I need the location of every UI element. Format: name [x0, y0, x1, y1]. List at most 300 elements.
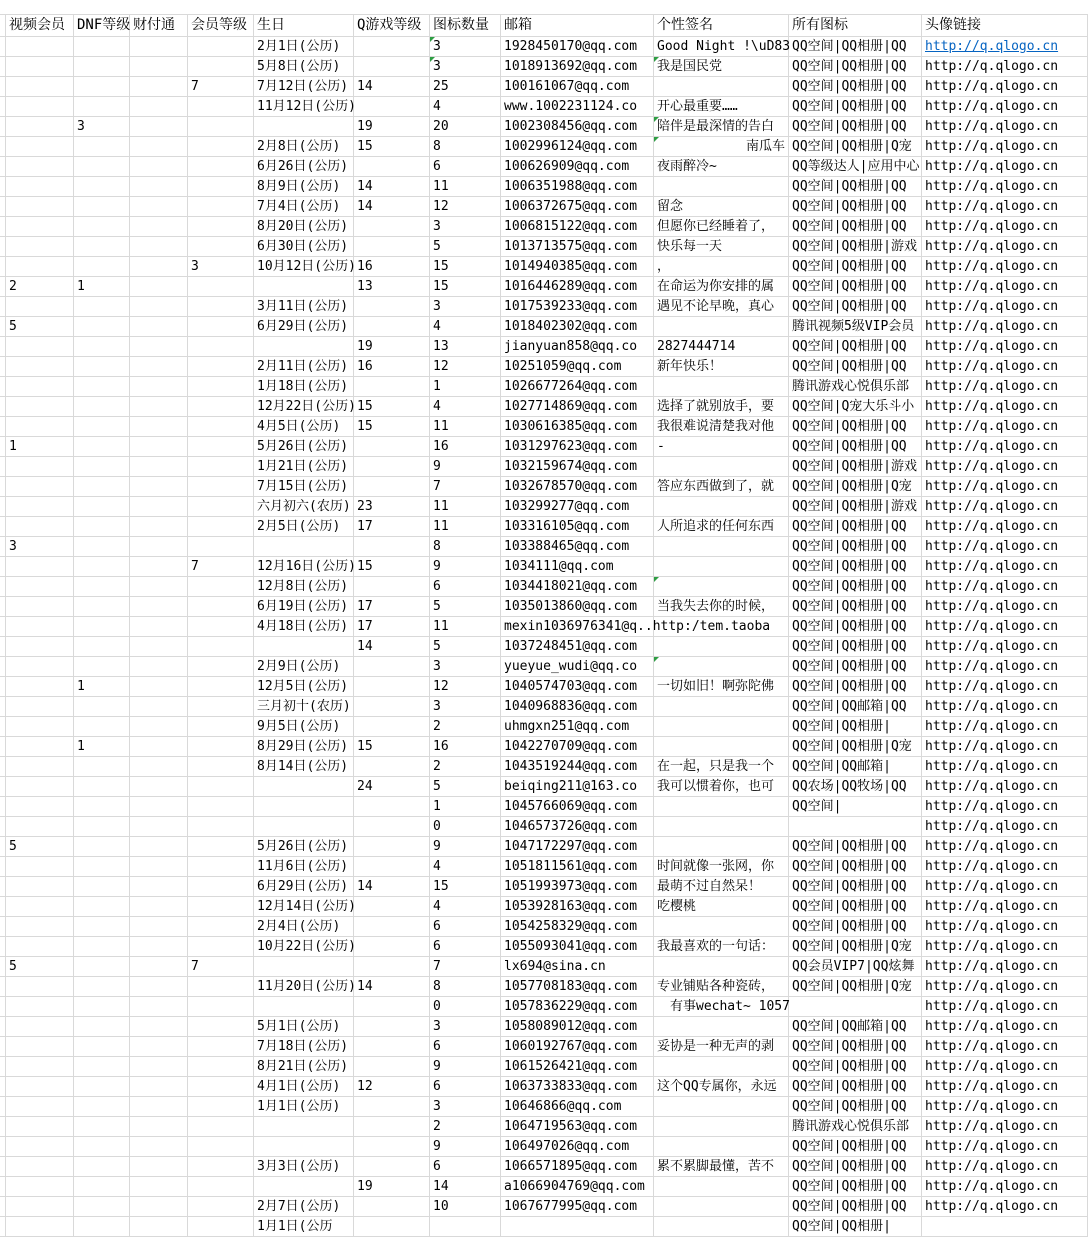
- cell-qgame_level[interactable]: [354, 757, 430, 777]
- cell-tenpay[interactable]: [130, 677, 188, 697]
- cell-video_vip[interactable]: [6, 397, 74, 417]
- cell-dnf_level[interactable]: [74, 477, 130, 497]
- header-birthday[interactable]: 生日: [254, 15, 354, 37]
- cell-avatar_link[interactable]: http://q.qlogo.cn: [922, 397, 1088, 417]
- cell-all_icons[interactable]: QQ空间|QQ相册|Q宠: [789, 737, 922, 757]
- cell-email[interactable]: 1053928163@qq.com: [501, 897, 654, 917]
- cell-tenpay[interactable]: [130, 637, 188, 657]
- cell-icon_count[interactable]: 2: [430, 717, 501, 737]
- cell-all_icons[interactable]: QQ空间|QQ相册|QQ: [789, 297, 922, 317]
- cell-birthday[interactable]: 1月18日(公历): [254, 377, 354, 397]
- cell-all_icons[interactable]: QQ空间|QQ相册|QQ: [789, 197, 922, 217]
- cell-birthday[interactable]: 6月29日(公历): [254, 317, 354, 337]
- cell-all_icons[interactable]: QQ空间|QQ相册|QQ: [789, 637, 922, 657]
- cell-dnf_level[interactable]: [74, 957, 130, 977]
- cell-icon_count[interactable]: 6: [430, 1157, 501, 1177]
- cell-qgame_level[interactable]: 14: [354, 177, 430, 197]
- cell-qgame_level[interactable]: [354, 677, 430, 697]
- cell-qgame_level[interactable]: [354, 857, 430, 877]
- cell-signature[interactable]: 在命运为你安排的属: [654, 277, 789, 297]
- cell-dnf_level[interactable]: [74, 1217, 130, 1237]
- cell-all_icons[interactable]: QQ空间|QQ相册|QQ: [789, 577, 922, 597]
- cell-signature[interactable]: [654, 717, 789, 737]
- cell-all_icons[interactable]: QQ空间|QQ相册|: [789, 717, 922, 737]
- cell-video_vip[interactable]: [6, 997, 74, 1017]
- cell-email[interactable]: 1034418021@qq.com: [501, 577, 654, 597]
- cell-avatar_link[interactable]: http://q.qlogo.cn: [922, 417, 1088, 437]
- cell-all_icons[interactable]: QQ空间|QQ相册|QQ: [789, 677, 922, 697]
- cell-tenpay[interactable]: [130, 37, 188, 57]
- cell-member_level[interactable]: [188, 1037, 254, 1057]
- cell-qgame_level[interactable]: 13: [354, 277, 430, 297]
- cell-member_level[interactable]: [188, 777, 254, 797]
- cell-tenpay[interactable]: [130, 1017, 188, 1037]
- cell-birthday[interactable]: 5月26日(公历): [254, 437, 354, 457]
- cell-signature[interactable]: [654, 1197, 789, 1217]
- cell-dnf_level[interactable]: [74, 617, 130, 637]
- cell-birthday[interactable]: [254, 957, 354, 977]
- cell-signature[interactable]: 时间就像一张网，你: [654, 857, 789, 877]
- cell-icon_count[interactable]: 3: [430, 657, 501, 677]
- cell-icon_count[interactable]: 0: [430, 817, 501, 837]
- cell-icon_count[interactable]: 13: [430, 337, 501, 357]
- cell-dnf_level[interactable]: [74, 397, 130, 417]
- cell-avatar_link[interactable]: http://q.qlogo.cn: [922, 217, 1088, 237]
- cell-video_vip[interactable]: [6, 37, 74, 57]
- cell-signature[interactable]: [654, 1177, 789, 1197]
- cell-video_vip[interactable]: 5: [6, 837, 74, 857]
- cell-signature[interactable]: [654, 1017, 789, 1037]
- cell-email[interactable]: 1006372675@qq.com: [501, 197, 654, 217]
- cell-email[interactable]: 1014940385@qq.com: [501, 257, 654, 277]
- cell-qgame_level[interactable]: 15: [354, 417, 430, 437]
- cell-avatar_link[interactable]: http://q.qlogo.cn: [922, 537, 1088, 557]
- header-all_icons[interactable]: 所有图标: [789, 15, 922, 37]
- cell-member_level[interactable]: [188, 477, 254, 497]
- cell-icon_count[interactable]: 8: [430, 537, 501, 557]
- cell-signature[interactable]: 最萌不过自然呆！: [654, 877, 789, 897]
- cell-qgame_level[interactable]: [354, 1157, 430, 1177]
- cell-birthday[interactable]: 11月6日(公历): [254, 857, 354, 877]
- cell-dnf_level[interactable]: [74, 337, 130, 357]
- cell-all_icons[interactable]: QQ空间|QQ相册|QQ: [789, 917, 922, 937]
- cell-dnf_level[interactable]: [74, 837, 130, 857]
- cell-dnf_level[interactable]: [74, 297, 130, 317]
- cell-all_icons[interactable]: QQ空间|QQ相册|QQ: [789, 537, 922, 557]
- cell-email[interactable]: 1034111@qq.com: [501, 557, 654, 577]
- cell-signature[interactable]: [654, 1057, 789, 1077]
- cell-all_icons[interactable]: QQ空间|QQ相册|Q宠: [789, 137, 922, 157]
- cell-dnf_level[interactable]: [74, 97, 130, 117]
- cell-email[interactable]: 1040574703@qq.com: [501, 677, 654, 697]
- cell-signature[interactable]: [654, 1137, 789, 1157]
- cell-dnf_level[interactable]: [74, 357, 130, 377]
- cell-signature[interactable]: 2827444714: [654, 337, 789, 357]
- cell-video_vip[interactable]: [6, 617, 74, 637]
- cell-birthday[interactable]: 3月11日(公历): [254, 297, 354, 317]
- cell-member_level[interactable]: [188, 517, 254, 537]
- cell-qgame_level[interactable]: [354, 897, 430, 917]
- cell-qgame_level[interactable]: 14: [354, 637, 430, 657]
- cell-birthday[interactable]: 7月18日(公历): [254, 1037, 354, 1057]
- cell-avatar_link[interactable]: http://q.qlogo.cn: [922, 97, 1088, 117]
- cell-tenpay[interactable]: [130, 157, 188, 177]
- cell-email[interactable]: 1018913692@qq.com: [501, 57, 654, 77]
- cell-video_vip[interactable]: [6, 1217, 74, 1237]
- cell-video_vip[interactable]: [6, 57, 74, 77]
- cell-dnf_level[interactable]: [74, 1017, 130, 1037]
- cell-birthday[interactable]: 8月20日(公历): [254, 217, 354, 237]
- cell-signature[interactable]: [654, 1217, 789, 1237]
- cell-qgame_level[interactable]: 14: [354, 77, 430, 97]
- cell-all_icons[interactable]: QQ空间|QQ相册|QQ: [789, 1097, 922, 1117]
- cell-member_level[interactable]: [188, 437, 254, 457]
- cell-tenpay[interactable]: [130, 1037, 188, 1057]
- cell-avatar_link[interactable]: http://q.qlogo.cn: [922, 557, 1088, 577]
- cell-signature[interactable]: 这个QQ专属你，永远: [654, 1077, 789, 1097]
- cell-member_level[interactable]: [188, 1177, 254, 1197]
- header-email[interactable]: 邮箱: [501, 15, 654, 37]
- cell-icon_count[interactable]: 6: [430, 1037, 501, 1057]
- cell-signature[interactable]: 南瓜车: [654, 137, 789, 157]
- cell-tenpay[interactable]: [130, 1097, 188, 1117]
- cell-dnf_level[interactable]: [74, 1157, 130, 1177]
- cell-tenpay[interactable]: [130, 57, 188, 77]
- cell-tenpay[interactable]: [130, 197, 188, 217]
- cell-video_vip[interactable]: [6, 857, 74, 877]
- cell-signature[interactable]: [654, 77, 789, 97]
- cell-icon_count[interactable]: 15: [430, 257, 501, 277]
- cell-tenpay[interactable]: [130, 77, 188, 97]
- cell-member_level[interactable]: [188, 657, 254, 677]
- cell-qgame_level[interactable]: 24: [354, 777, 430, 797]
- cell-qgame_level[interactable]: [354, 797, 430, 817]
- cell-qgame_level[interactable]: [354, 437, 430, 457]
- cell-member_level[interactable]: [188, 417, 254, 437]
- cell-member_level[interactable]: [188, 337, 254, 357]
- cell-signature[interactable]: 答应东西做到了，就: [654, 477, 789, 497]
- cell-video_vip[interactable]: [6, 777, 74, 797]
- cell-tenpay[interactable]: [130, 837, 188, 857]
- cell-tenpay[interactable]: [130, 217, 188, 237]
- cell-signature[interactable]: [654, 177, 789, 197]
- cell-member_level[interactable]: [188, 897, 254, 917]
- cell-tenpay[interactable]: [130, 257, 188, 277]
- cell-tenpay[interactable]: [130, 137, 188, 157]
- cell-qgame_level[interactable]: [354, 1197, 430, 1217]
- cell-email[interactable]: 1063733833@qq.com: [501, 1077, 654, 1097]
- cell-dnf_level[interactable]: [74, 897, 130, 917]
- cell-qgame_level[interactable]: [354, 57, 430, 77]
- cell-birthday[interactable]: 5月1日(公历): [254, 1017, 354, 1037]
- cell-tenpay[interactable]: [130, 177, 188, 197]
- cell-all_icons[interactable]: QQ农场|QQ牧场|QQ: [789, 777, 922, 797]
- cell-video_vip[interactable]: [6, 97, 74, 117]
- cell-birthday[interactable]: 11月20日(公历): [254, 977, 354, 997]
- cell-avatar_link[interactable]: http://q.qlogo.cn: [922, 257, 1088, 277]
- cell-icon_count[interactable]: 6: [430, 1077, 501, 1097]
- cell-video_vip[interactable]: [6, 497, 74, 517]
- cell-tenpay[interactable]: [130, 377, 188, 397]
- cell-dnf_level[interactable]: [74, 577, 130, 597]
- cell-email[interactable]: 1057836229@qq.com: [501, 997, 654, 1017]
- cell-tenpay[interactable]: [130, 317, 188, 337]
- cell-dnf_level[interactable]: [74, 417, 130, 437]
- cell-qgame_level[interactable]: [354, 157, 430, 177]
- cell-member_level[interactable]: [188, 137, 254, 157]
- cell-avatar_link[interactable]: http://q.qlogo.cn: [922, 857, 1088, 877]
- cell-all_icons[interactable]: QQ空间|QQ相册|游戏: [789, 237, 922, 257]
- cell-signature[interactable]: [654, 557, 789, 577]
- cell-video_vip[interactable]: [6, 77, 74, 97]
- cell-email[interactable]: 10646866@qq.com: [501, 1097, 654, 1117]
- cell-member_level[interactable]: [188, 1057, 254, 1077]
- cell-dnf_level[interactable]: [74, 137, 130, 157]
- cell-tenpay[interactable]: [130, 1217, 188, 1237]
- cell-video_vip[interactable]: 5: [6, 957, 74, 977]
- cell-signature[interactable]: [654, 1097, 789, 1117]
- cell-email[interactable]: 1067677995@qq.com: [501, 1197, 654, 1217]
- cell-signature[interactable]: 留念: [654, 197, 789, 217]
- cell-qgame_level[interactable]: 15: [354, 137, 430, 157]
- cell-birthday[interactable]: 8月9日(公历): [254, 177, 354, 197]
- cell-all_icons[interactable]: QQ空间|QQ相册|QQ: [789, 897, 922, 917]
- cell-signature[interactable]: 夜雨醉冷~: [654, 157, 789, 177]
- cell-icon_count[interactable]: 6: [430, 577, 501, 597]
- cell-signature[interactable]: 选择了就别放手，要: [654, 397, 789, 417]
- cell-icon_count[interactable]: 12: [430, 197, 501, 217]
- cell-avatar_link[interactable]: http://q.qlogo.cn: [922, 77, 1088, 97]
- cell-dnf_level[interactable]: [74, 777, 130, 797]
- cell-tenpay[interactable]: [130, 777, 188, 797]
- cell-tenpay[interactable]: [130, 357, 188, 377]
- cell-icon_count[interactable]: 11: [430, 517, 501, 537]
- cell-all_icons[interactable]: QQ空间|QQ相册|QQ: [789, 257, 922, 277]
- cell-icon_count[interactable]: 9: [430, 457, 501, 477]
- cell-video_vip[interactable]: 3: [6, 537, 74, 557]
- cell-birthday[interactable]: [254, 537, 354, 557]
- cell-icon_count[interactable]: 5: [430, 597, 501, 617]
- cell-video_vip[interactable]: [6, 477, 74, 497]
- cell-video_vip[interactable]: [6, 877, 74, 897]
- cell-member_level[interactable]: 7: [188, 77, 254, 97]
- cell-tenpay[interactable]: [130, 957, 188, 977]
- cell-signature[interactable]: [654, 377, 789, 397]
- cell-signature[interactable]: [654, 537, 789, 557]
- cell-email[interactable]: 1066571895@qq.com: [501, 1157, 654, 1177]
- cell-email[interactable]: 1051993973@qq.com: [501, 877, 654, 897]
- cell-signature[interactable]: 我最喜欢的一句话：: [654, 937, 789, 957]
- cell-avatar_link[interactable]: http://q.qlogo.cn: [922, 277, 1088, 297]
- cell-email[interactable]: 1055093041@qq.com: [501, 937, 654, 957]
- cell-email[interactable]: 100626909@qq.com: [501, 157, 654, 177]
- cell-qgame_level[interactable]: [354, 1017, 430, 1037]
- cell-signature[interactable]: 陪伴是最深情的告白: [654, 117, 789, 137]
- cell-all_icons[interactable]: QQ空间|QQ相册|QQ: [789, 597, 922, 617]
- cell-tenpay[interactable]: [130, 877, 188, 897]
- cell-email[interactable]: 1013713575@qq.com: [501, 237, 654, 257]
- cell-signature[interactable]: [654, 637, 789, 657]
- cell-video_vip[interactable]: [6, 1157, 74, 1177]
- cell-dnf_level[interactable]: [74, 717, 130, 737]
- cell-tenpay[interactable]: [130, 597, 188, 617]
- cell-avatar_link[interactable]: http://q.qlogo.cn: [922, 877, 1088, 897]
- cell-member_level[interactable]: [188, 457, 254, 477]
- cell-dnf_level[interactable]: [74, 457, 130, 477]
- cell-member_level[interactable]: [188, 617, 254, 637]
- cell-email[interactable]: 103316105@qq.com: [501, 517, 654, 537]
- cell-tenpay[interactable]: [130, 1077, 188, 1097]
- cell-email[interactable]: 103388465@qq.com: [501, 537, 654, 557]
- cell-avatar_link[interactable]: http://q.qlogo.cn: [922, 737, 1088, 757]
- cell-dnf_level[interactable]: 3: [74, 117, 130, 137]
- cell-dnf_level[interactable]: [74, 257, 130, 277]
- cell-avatar_link[interactable]: http://q.qlogo.cn: [922, 597, 1088, 617]
- cell-tenpay[interactable]: [130, 857, 188, 877]
- cell-qgame_level[interactable]: [354, 37, 430, 57]
- cell-qgame_level[interactable]: [354, 937, 430, 957]
- cell-video_vip[interactable]: [6, 177, 74, 197]
- cell-tenpay[interactable]: [130, 917, 188, 937]
- cell-email[interactable]: 1051811561@qq.com: [501, 857, 654, 877]
- cell-birthday[interactable]: 9月5日(公历): [254, 717, 354, 737]
- cell-birthday[interactable]: 2月11日(公历): [254, 357, 354, 377]
- cell-avatar_link[interactable]: http://q.qlogo.cn: [922, 317, 1088, 337]
- cell-icon_count[interactable]: 5: [430, 637, 501, 657]
- cell-all_icons[interactable]: QQ空间|QQ相册|QQ: [789, 657, 922, 677]
- cell-email[interactable]: 1928450170@qq.com: [501, 37, 654, 57]
- cell-icon_count[interactable]: 2: [430, 1117, 501, 1137]
- cell-member_level[interactable]: [188, 157, 254, 177]
- cell-birthday[interactable]: 8月21日(公历): [254, 1057, 354, 1077]
- cell-qgame_level[interactable]: 15: [354, 397, 430, 417]
- cell-video_vip[interactable]: [6, 357, 74, 377]
- cell-email[interactable]: 1042270709@qq.com: [501, 737, 654, 757]
- cell-icon_count[interactable]: 5: [430, 777, 501, 797]
- cell-dnf_level[interactable]: [74, 237, 130, 257]
- cell-dnf_level[interactable]: 1: [74, 737, 130, 757]
- cell-dnf_level[interactable]: [74, 1057, 130, 1077]
- cell-tenpay[interactable]: [130, 297, 188, 317]
- cell-email[interactable]: 1006351988@qq.com: [501, 177, 654, 197]
- cell-icon_count[interactable]: 11: [430, 417, 501, 437]
- cell-signature[interactable]: 当我失去你的时候，: [654, 597, 789, 617]
- cell-birthday[interactable]: 4月1日(公历): [254, 1077, 354, 1097]
- cell-member_level[interactable]: [188, 997, 254, 1017]
- cell-all_icons[interactable]: QQ空间|QQ相册|Q宠: [789, 477, 922, 497]
- cell-tenpay[interactable]: [130, 237, 188, 257]
- cell-tenpay[interactable]: [130, 1197, 188, 1217]
- cell-email[interactable]: [501, 1217, 654, 1237]
- cell-icon_count[interactable]: 6: [430, 157, 501, 177]
- cell-icon_count[interactable]: 6: [430, 917, 501, 937]
- cell-dnf_level[interactable]: [74, 997, 130, 1017]
- cell-video_vip[interactable]: [6, 517, 74, 537]
- cell-video_vip[interactable]: 5: [6, 317, 74, 337]
- cell-dnf_level[interactable]: [74, 637, 130, 657]
- cell-all_icons[interactable]: QQ空间|QQ相册|QQ: [789, 357, 922, 377]
- cell-member_level[interactable]: [188, 1017, 254, 1037]
- cell-icon_count[interactable]: 7: [430, 477, 501, 497]
- cell-all_icons[interactable]: QQ空间|QQ相册|QQ: [789, 877, 922, 897]
- cell-qgame_level[interactable]: [354, 917, 430, 937]
- cell-icon_count[interactable]: 25: [430, 77, 501, 97]
- cell-dnf_level[interactable]: [74, 1197, 130, 1217]
- cell-signature[interactable]: 累不累脚最懂，苦不: [654, 1157, 789, 1177]
- cell-member_level[interactable]: [188, 857, 254, 877]
- cell-member_level[interactable]: [188, 877, 254, 897]
- cell-qgame_level[interactable]: [354, 1097, 430, 1117]
- cell-birthday[interactable]: 1月1日(公历): [254, 1097, 354, 1117]
- cell-all_icons[interactable]: QQ空间|QQ相册|QQ: [789, 77, 922, 97]
- cell-qgame_level[interactable]: [354, 837, 430, 857]
- cell-email[interactable]: www.1002231124.co: [501, 97, 654, 117]
- cell-email[interactable]: 1035013860@qq.com: [501, 597, 654, 617]
- cell-all_icons[interactable]: [789, 817, 922, 837]
- cell-all_icons[interactable]: QQ空间|QQ相册|QQ: [789, 417, 922, 437]
- cell-video_vip[interactable]: [6, 597, 74, 617]
- cell-email[interactable]: 1040968836@qq.com: [501, 697, 654, 717]
- cell-signature[interactable]: 快乐每一天: [654, 237, 789, 257]
- header-avatar_link[interactable]: 头像链接: [922, 15, 1088, 37]
- cell-all_icons[interactable]: QQ空间|QQ相册|QQ: [789, 837, 922, 857]
- cell-avatar_link[interactable]: http://q.qlogo.cn: [922, 37, 1088, 57]
- cell-icon_count[interactable]: 2: [430, 757, 501, 777]
- cell-video_vip[interactable]: [6, 557, 74, 577]
- cell-dnf_level[interactable]: [74, 377, 130, 397]
- cell-video_vip[interactable]: [6, 257, 74, 277]
- cell-avatar_link[interactable]: http://q.qlogo.cn: [922, 357, 1088, 377]
- cell-icon_count[interactable]: 4: [430, 97, 501, 117]
- cell-tenpay[interactable]: [130, 277, 188, 297]
- cell-birthday[interactable]: [254, 1137, 354, 1157]
- cell-signature[interactable]: [654, 957, 789, 977]
- cell-avatar_link[interactable]: http://q.qlogo.cn: [922, 337, 1088, 357]
- cell-dnf_level[interactable]: [74, 1077, 130, 1097]
- cell-signature[interactable]: 在一起，只是我一个: [654, 757, 789, 777]
- cell-dnf_level[interactable]: [74, 197, 130, 217]
- cell-qgame_level[interactable]: [354, 697, 430, 717]
- cell-video_vip[interactable]: [6, 157, 74, 177]
- cell-email[interactable]: 10251059@qq.com: [501, 357, 654, 377]
- cell-icon_count[interactable]: 4: [430, 317, 501, 337]
- cell-dnf_level[interactable]: [74, 497, 130, 517]
- cell-video_vip[interactable]: [6, 1057, 74, 1077]
- cell-icon_count[interactable]: 3: [430, 1017, 501, 1037]
- cell-dnf_level[interactable]: [74, 657, 130, 677]
- cell-avatar_link[interactable]: http://q.qlogo.cn: [922, 377, 1088, 397]
- cell-member_level[interactable]: [188, 1157, 254, 1177]
- cell-member_level[interactable]: [188, 837, 254, 857]
- cell-icon_count[interactable]: 4: [430, 397, 501, 417]
- cell-avatar_link[interactable]: http://q.qlogo.cn: [922, 917, 1088, 937]
- cell-birthday[interactable]: 2月8日(公历): [254, 137, 354, 157]
- cell-member_level[interactable]: [188, 717, 254, 737]
- cell-avatar_link[interactable]: http://q.qlogo.cn: [922, 1137, 1088, 1157]
- cell-member_level[interactable]: [188, 577, 254, 597]
- cell-all_icons[interactable]: QQ空间|QQ相册|QQ: [789, 57, 922, 77]
- cell-all_icons[interactable]: QQ空间|QQ相册|QQ: [789, 1037, 922, 1057]
- cell-icon_count[interactable]: 4: [430, 857, 501, 877]
- cell-birthday[interactable]: 12月22日(公历): [254, 397, 354, 417]
- cell-signature[interactable]: [654, 817, 789, 837]
- cell-avatar_link[interactable]: http://q.qlogo.cn: [922, 137, 1088, 157]
- cell-member_level[interactable]: [188, 177, 254, 197]
- cell-icon_count[interactable]: 3: [430, 297, 501, 317]
- cell-icon_count[interactable]: 3: [430, 1097, 501, 1117]
- cell-signature[interactable]: [654, 797, 789, 817]
- cell-member_level[interactable]: [188, 1217, 254, 1237]
